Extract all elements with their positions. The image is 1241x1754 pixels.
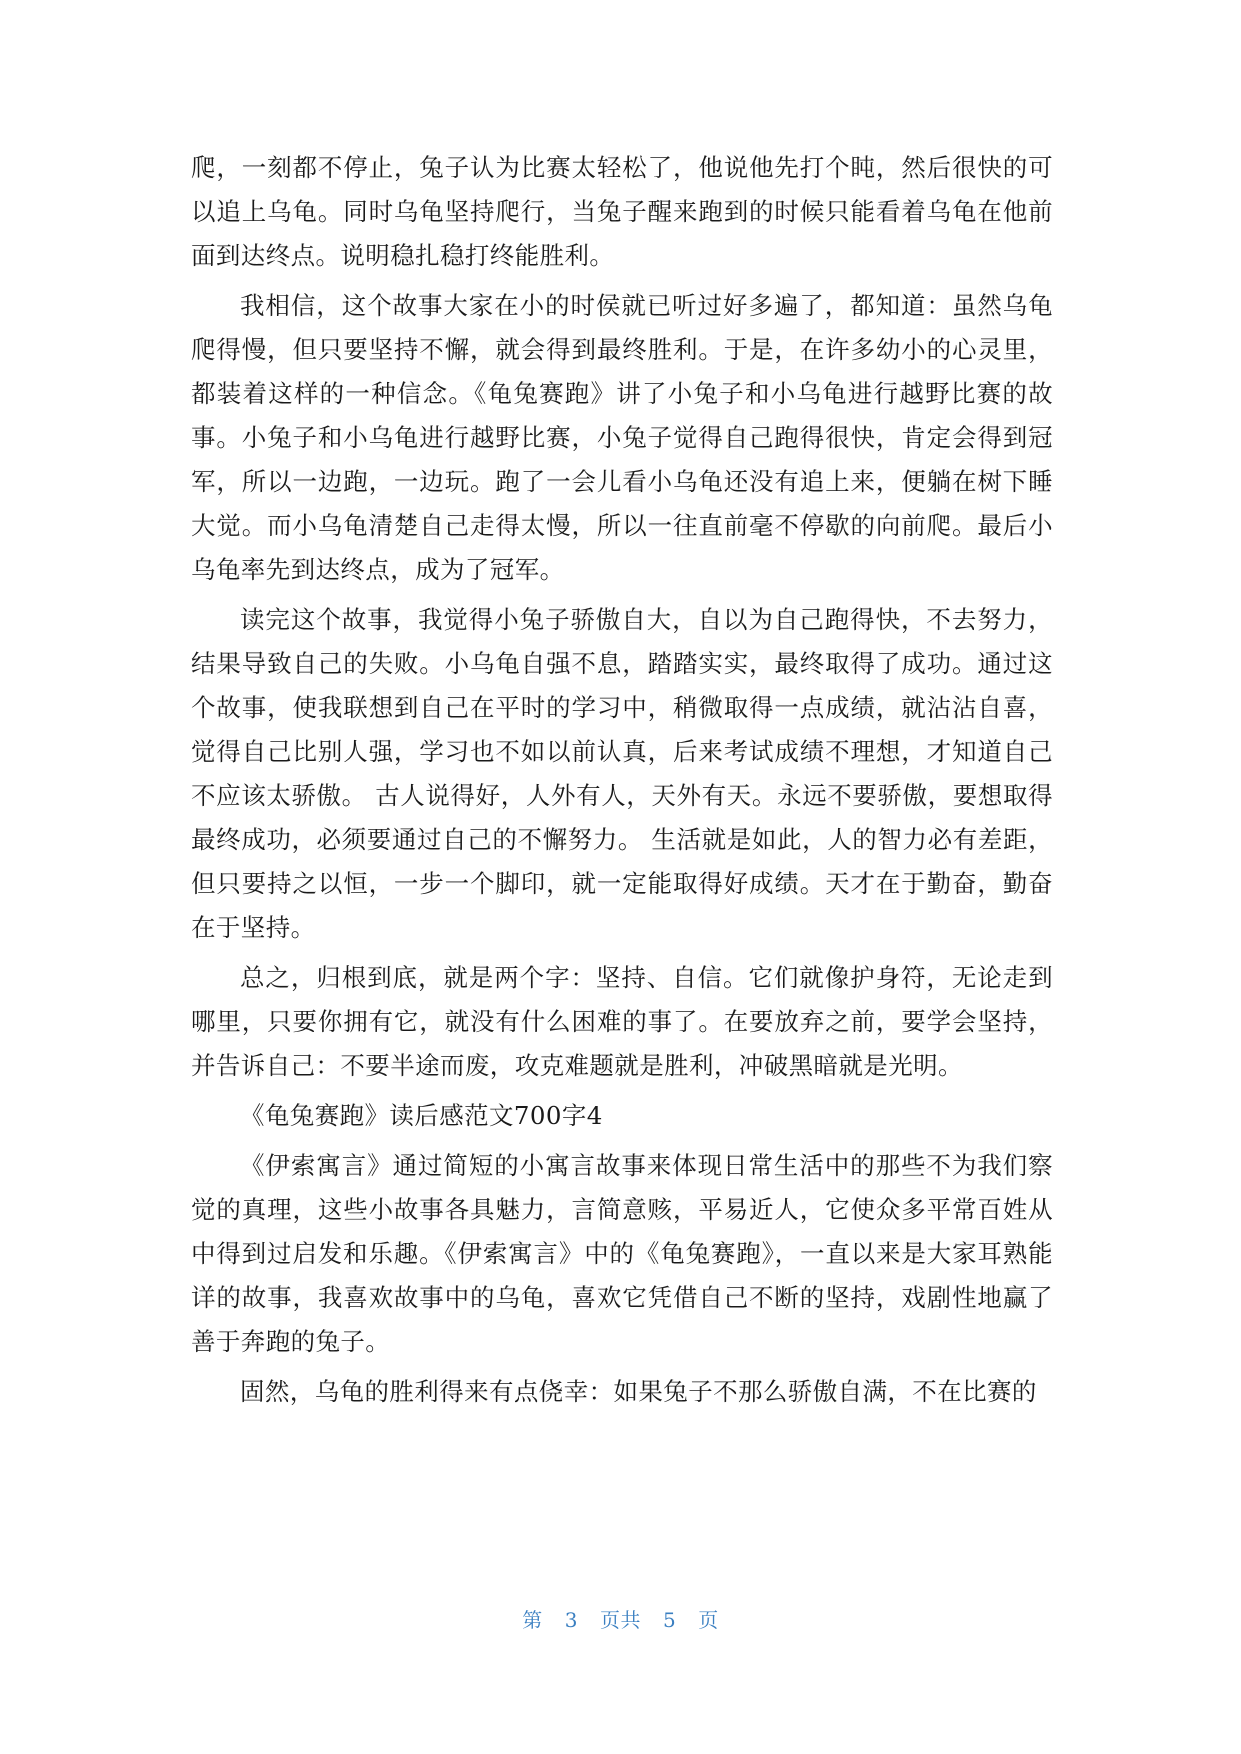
section-heading: 《龟兔赛跑》读后感范文700字4 bbox=[240, 1101, 603, 1130]
paragraph-4: 总之，归根到底，就是两个字：坚持、自信。它们就像护身符，无论走到哪里，只要你拥有它，就没有什么困难的事了。在要放弃之前，要学会坚持，并告诉自己：不要半途而废，攻克难题就是胜利，冲破黑暗就是光明。 bbox=[191, 963, 1053, 1080]
footer-total-pages: 5 bbox=[663, 1608, 677, 1632]
paragraph-1: 爬，一刻都不停止，兔子认为比赛太轻松了，他说他先打个盹，然后很快的可以追上乌龟。同时乌龟坚持爬行，当兔子醒来跑到的时候只能看着乌龟在他前面到达终点。说明稳扎稳打终能胜利。 bbox=[191, 153, 1053, 270]
paragraph-5: 《伊索寓言》通过简短的小寓言故事来体现日常生活中的那些不为我们察觉的真理，这些小故事各具魅力，言简意赅，平易近人，它使众多平常百姓从中得到过启发和乐趣。《伊索寓言》中的《龟兔赛跑》，一直以来是大家耳熟能详的故事，我喜欢故事中的乌龟，喜欢它凭借自己不断的坚持，戏剧性地赢了善于奔跑的兔子。 bbox=[191, 1151, 1053, 1356]
paragraph-3: 读完这个故事，我觉得小兔子骄傲自大，自以为自己跑得快，不去努力，结果导致自己的失败。小乌龟自强不息，踏踏实实，最终取得了成功。通过这个故事，使我联想到自己在平时的学习中，稍微取得一点成绩，就沾沾自喜，觉得自己比别人强，学习也不如以前认真，后来考试成绩不理想，才知道自己不应该太骄傲。 古人说得好，人外有人，天外有天。永远不要骄傲，要想取得最终成功，必须要通过自己的不懈努力。 生活就是如此，人的智力必有差距，但只要持之以恒，一步一个脚印，就一定能取得好成绩。天才在于勤奋，勤奋在于坚持。 bbox=[191, 605, 1053, 942]
page-footer bbox=[0, 1604, 1241, 1633]
document-body bbox=[191, 146, 1053, 1414]
footer-label-total-prefix: 页共 bbox=[600, 1608, 641, 1632]
paragraph-6: 固然，乌龟的胜利得来有点侥幸：如果兔子不那么骄傲自满，不在比赛的 bbox=[240, 1377, 1037, 1406]
footer-current-page: 3 bbox=[564, 1608, 578, 1632]
footer-label-page: 第 bbox=[522, 1608, 543, 1632]
footer-label-total-suffix: 页 bbox=[698, 1608, 719, 1632]
paragraph-2: 我相信，这个故事大家在小的时侯就已听过好多遍了，都知道：虽然乌龟爬得慢，但只要坚持不懈，就会得到最终胜利。于是，在许多幼小的心灵里，都装着这样的一种信念。《龟兔赛跑》讲了小兔子和小乌龟进行越野比赛的故事。小兔子和小乌龟进行越野比赛，小兔子觉得自己跑得很快，肯定会得到冠军，所以一边跑，一边玩。跑了一会儿看小乌龟还没有追上来，便躺在树下睡大觉。而小乌龟清楚自己走得太慢，所以一往直前毫不停歇的向前爬。最后小乌龟率先到达终点，成为了冠军。 bbox=[191, 291, 1053, 584]
